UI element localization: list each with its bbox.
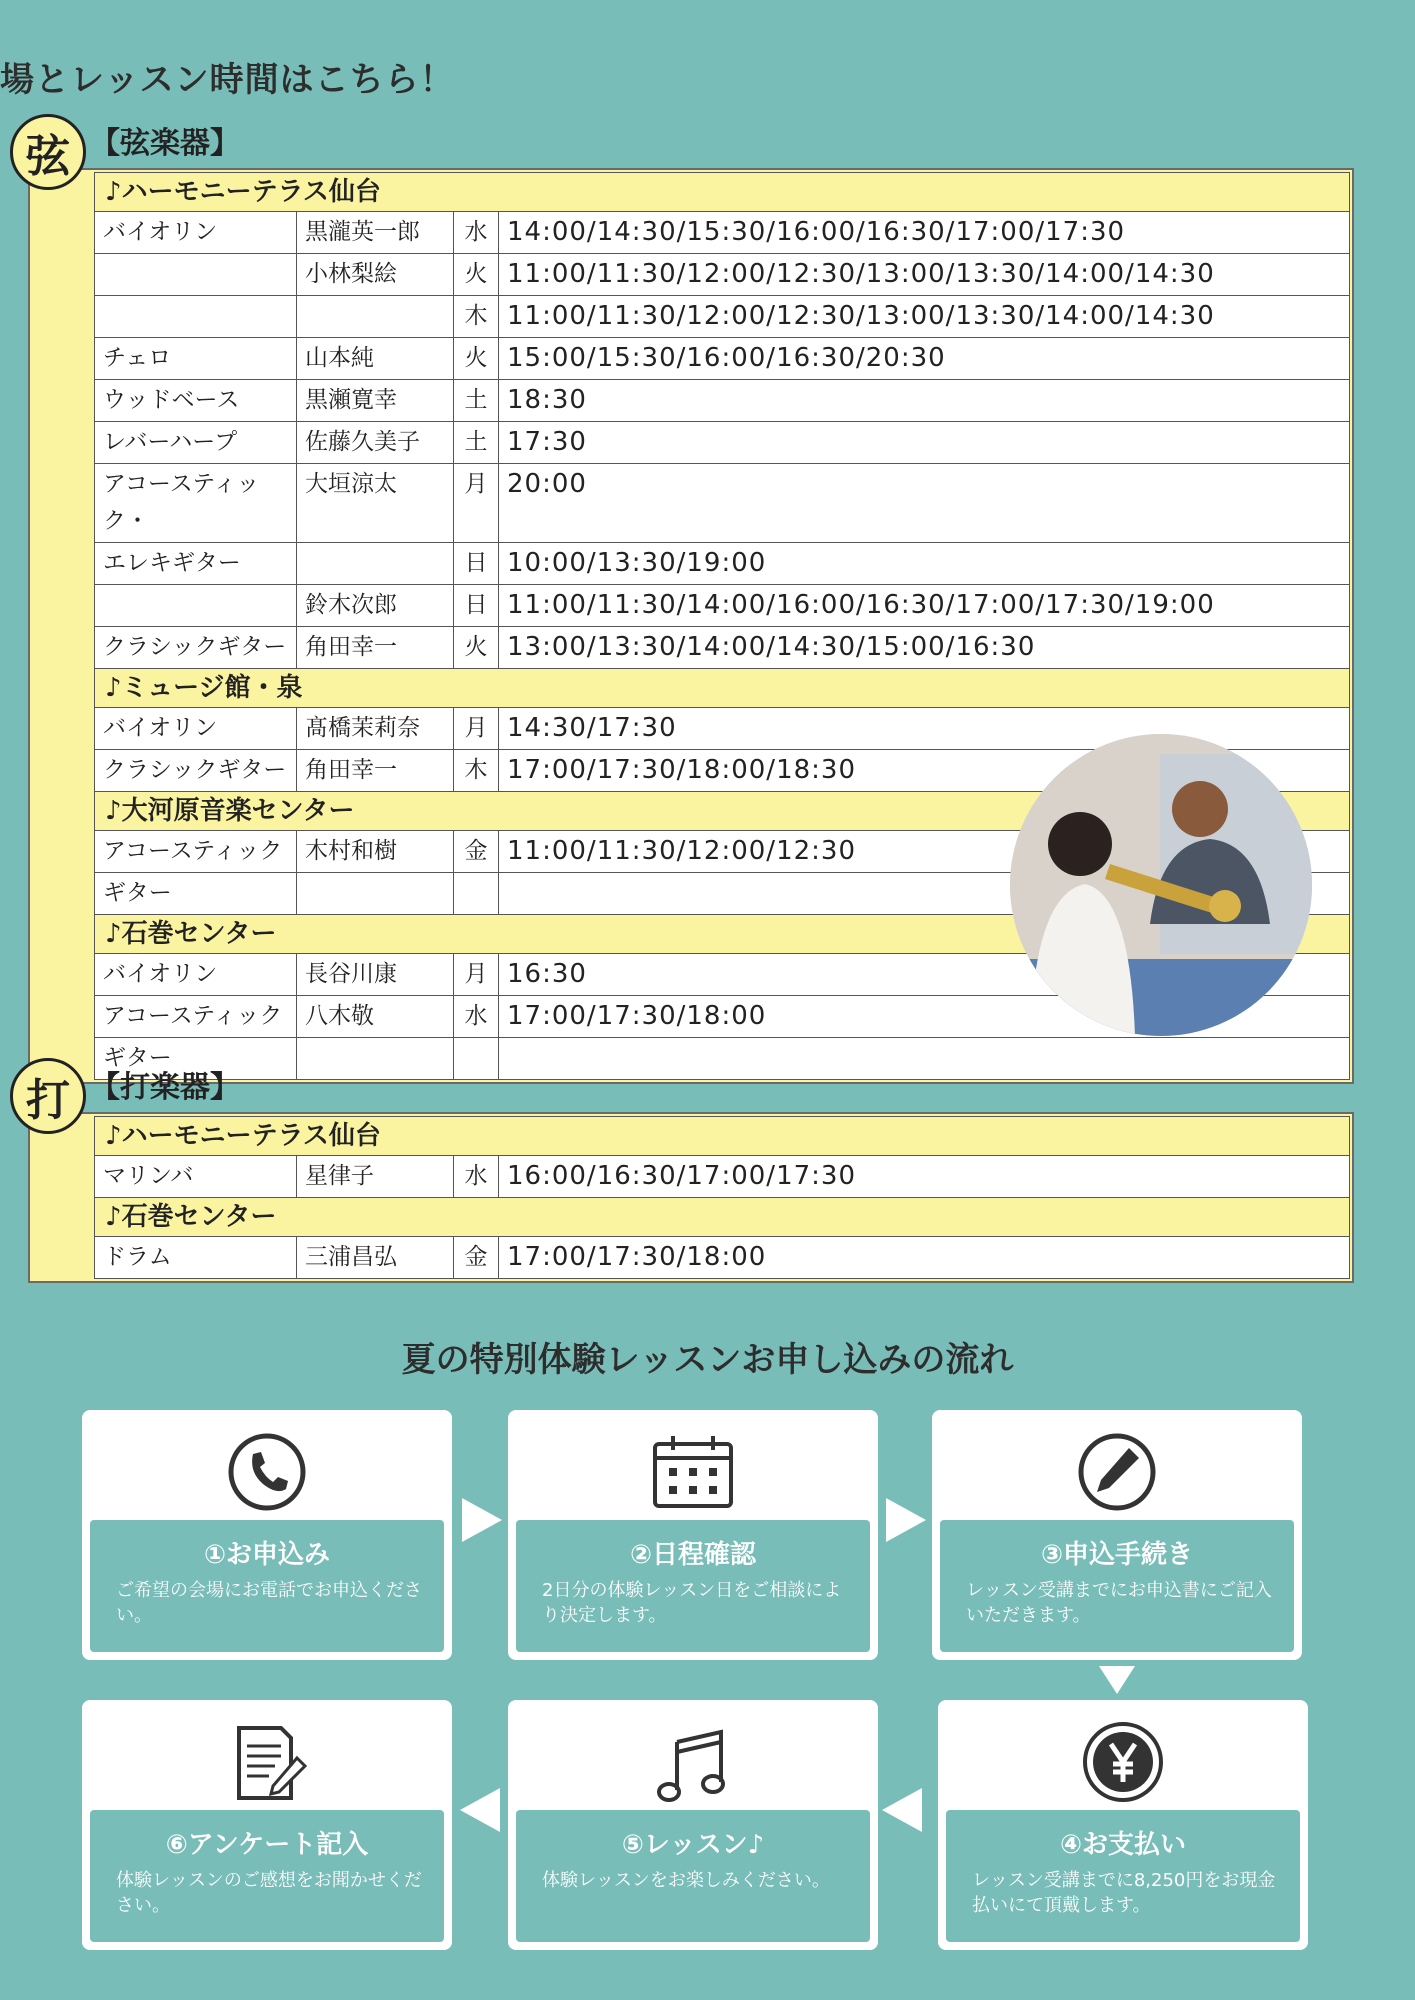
weekday-cell: 火 [454,627,499,669]
arrow-left-icon [460,1788,500,1832]
teacher-cell: 髙橋茉莉奈 [297,708,454,750]
calendar-icon [643,1422,743,1522]
venue-row [95,669,1350,708]
step-description: 体験レッスンをお楽しみください。 [542,1870,830,1891]
flow-title: 夏の特別体験レッスンお申し込みの流れ [401,1340,1014,1380]
weekday-cell: 木 [454,296,499,338]
page-heading: 場とレッスン時間はこちら！ [0,60,455,100]
survey-icon [217,1712,317,1812]
weekday-cell: 金 [454,1237,499,1279]
arrow-right-icon [886,1498,926,1542]
step-description: レッスン受講までにお申込書にご記入いただきます。 [966,1580,1272,1626]
teacher-cell [297,873,454,915]
teacher-cell: 大垣涼太 [297,464,454,543]
table-row [95,380,1350,422]
lesson-photo [1010,734,1312,1036]
step-title: ②日程確認 [629,1540,756,1570]
step-description: ご希望の会場にお電話でお申込ください。 [116,1580,422,1626]
instrument-cell: バイオリン [95,708,297,750]
time-slots-cell: 11:00/11:30/14:00/16:00/16:30/17:00/17:30/19:00 [499,585,1350,627]
teacher-cell: 八木敬 [297,996,454,1038]
strings-badge: 弦 [10,114,86,190]
pen-icon [1067,1422,1167,1522]
weekday-cell: 月 [454,464,499,543]
venue-name: ♪大河原音楽センター [95,792,1350,831]
step-title: ①お申込み [203,1540,330,1570]
trumpet-lesson-image [1010,734,1312,1036]
flow-step-payment [938,1700,1308,1950]
time-slots-cell: 16:30 [499,954,1350,996]
weekday-cell: 土 [454,380,499,422]
table-row [95,627,1350,669]
time-slots-cell: 17:00/17:30/18:00/18:30 [499,750,1350,792]
teacher-cell: 星律子 [297,1156,454,1198]
teacher-cell: 角田幸一 [297,750,454,792]
instrument-cell: アコースティック [95,831,297,873]
instrument-cell: エレキギター [95,543,297,585]
instrument-cell [95,585,297,627]
music-note-icon [643,1712,743,1812]
instrument-cell [95,254,297,296]
weekday-cell: 土 [454,422,499,464]
instrument-cell: クラシックギター [95,750,297,792]
table-row [95,543,1350,585]
time-slots-cell: 10:00/13:30/19:00 [499,543,1350,585]
time-slots-cell: 18:30 [499,380,1350,422]
weekday-cell: 日 [454,585,499,627]
step-description: 体験レッスンのご感想をお聞かせください。 [116,1870,422,1916]
arrow-left-icon [882,1788,922,1832]
instrument-cell: チェロ [95,338,297,380]
teacher-cell [297,543,454,585]
weekday-cell: 水 [454,212,499,254]
time-slots-cell: 17:00/17:30/18:00 [499,1237,1350,1279]
venue-name: ♪ハーモニーテラス仙台 [95,173,1350,212]
flow-step-lesson [508,1700,878,1950]
instrument-cell: アコースティック・ [95,464,297,543]
instrument-cell: ギター [95,1038,297,1080]
instrument-cell: クラシックギター [95,627,297,669]
time-slots-cell [499,1038,1350,1080]
instrument-cell: ドラム [95,1237,297,1279]
venue-name: ♪ハーモニーテラス仙台 [95,1117,1350,1156]
teacher-cell: 黒瀬寛幸 [297,380,454,422]
venue-row [95,173,1350,212]
time-slots-cell: 11:00/11:30/12:00/12:30/13:00/13:30/14:00/14:30 [499,296,1350,338]
flow-step-survey [82,1700,452,1950]
flow-step-apply [82,1410,452,1660]
table-row [95,338,1350,380]
phone-icon [217,1422,317,1522]
step-title: ⑥アンケート記入 [165,1830,369,1860]
weekday-cell: 木 [454,750,499,792]
instrument-cell: ギター [95,873,297,915]
instrument-cell: バイオリン [95,212,297,254]
instrument-cell [95,296,297,338]
weekday-cell [454,873,499,915]
flow-step-procedure [932,1410,1302,1660]
venue-name: ♪石巻センター [95,1198,1350,1237]
teacher-cell: 木村和樹 [297,831,454,873]
venue-row [95,1198,1350,1237]
time-slots-cell: 20:00 [499,464,1350,543]
yen-icon [1073,1712,1173,1812]
step-title: ⑤レッスン♪ [621,1830,765,1860]
teacher-cell: 鈴木次郎 [297,585,454,627]
table-row [95,464,1350,543]
instrument-cell: ウッドベース [95,380,297,422]
venue-name: ♪ミュージ館・泉 [95,669,1350,708]
weekday-cell: 火 [454,338,499,380]
weekday-cell: 火 [454,254,499,296]
teacher-cell: 長谷川康 [297,954,454,996]
time-slots-cell: 17:30 [499,422,1350,464]
arrow-right-icon [462,1498,502,1542]
time-slots-cell: 11:00/11:30/12:00/12:30/13:00/13:30/14:00/14:30 [499,254,1350,296]
percussion-title: 【打楽器】 [90,1070,240,1105]
teacher-cell: 三浦昌弘 [297,1237,454,1279]
time-slots-cell: 17:00/17:30/18:00 [499,996,1350,1038]
table-row [95,585,1350,627]
instrument-cell: アコースティック [95,996,297,1038]
teacher-cell [297,1038,454,1080]
strings-title: 【弦楽器】 [90,126,240,161]
percussion-schedule-panel [28,1112,1354,1283]
table-row [95,1237,1350,1279]
percussion-schedule-table [94,1116,1350,1279]
table-row [95,296,1350,338]
flow-step-schedule [508,1410,878,1660]
step-title: ④お支払い [1059,1830,1186,1860]
percussion-badge: 打 [10,1058,86,1134]
step-title: ③申込手続き [1040,1540,1193,1570]
table-row [95,422,1350,464]
table-row [95,254,1350,296]
table-row [95,1038,1350,1080]
step-description: レッスン受講までに8,250円をお現金払いにて頂戴します。 [972,1870,1276,1916]
time-slots-cell: 11:00/11:30/12:00/12:30 [499,831,1350,873]
time-slots-cell: 15:00/15:30/16:00/16:30/20:30 [499,338,1350,380]
weekday-cell [454,1038,499,1080]
teacher-cell: 小林梨絵 [297,254,454,296]
weekday-cell: 月 [454,708,499,750]
step-description: 2日分の体験レッスン日をご相談により決定します。 [542,1580,842,1626]
weekday-cell: 水 [454,996,499,1038]
weekday-cell: 金 [454,831,499,873]
instrument-cell: マリンバ [95,1156,297,1198]
venue-row [95,1117,1350,1156]
venue-name: ♪石巻センター [95,915,1350,954]
teacher-cell: 山本純 [297,338,454,380]
teacher-cell: 佐藤久美子 [297,422,454,464]
instrument-cell: バイオリン [95,954,297,996]
weekday-cell: 水 [454,1156,499,1198]
teacher-cell: 黒瀧英一郎 [297,212,454,254]
instrument-cell: レバーハープ [95,422,297,464]
arrow-down-icon [1099,1666,1135,1694]
time-slots-cell: 14:00/14:30/15:30/16:00/16:30/17:00/17:30 [499,212,1350,254]
weekday-cell: 日 [454,543,499,585]
time-slots-cell: 14:30/17:30 [499,708,1350,750]
table-row [95,212,1350,254]
time-slots-cell: 16:00/16:30/17:00/17:30 [499,1156,1350,1198]
teacher-cell: 角田幸一 [297,627,454,669]
time-slots-cell: 13:00/13:30/14:00/14:30/15:00/16:30 [499,627,1350,669]
table-row [95,1156,1350,1198]
teacher-cell [297,296,454,338]
weekday-cell: 月 [454,954,499,996]
